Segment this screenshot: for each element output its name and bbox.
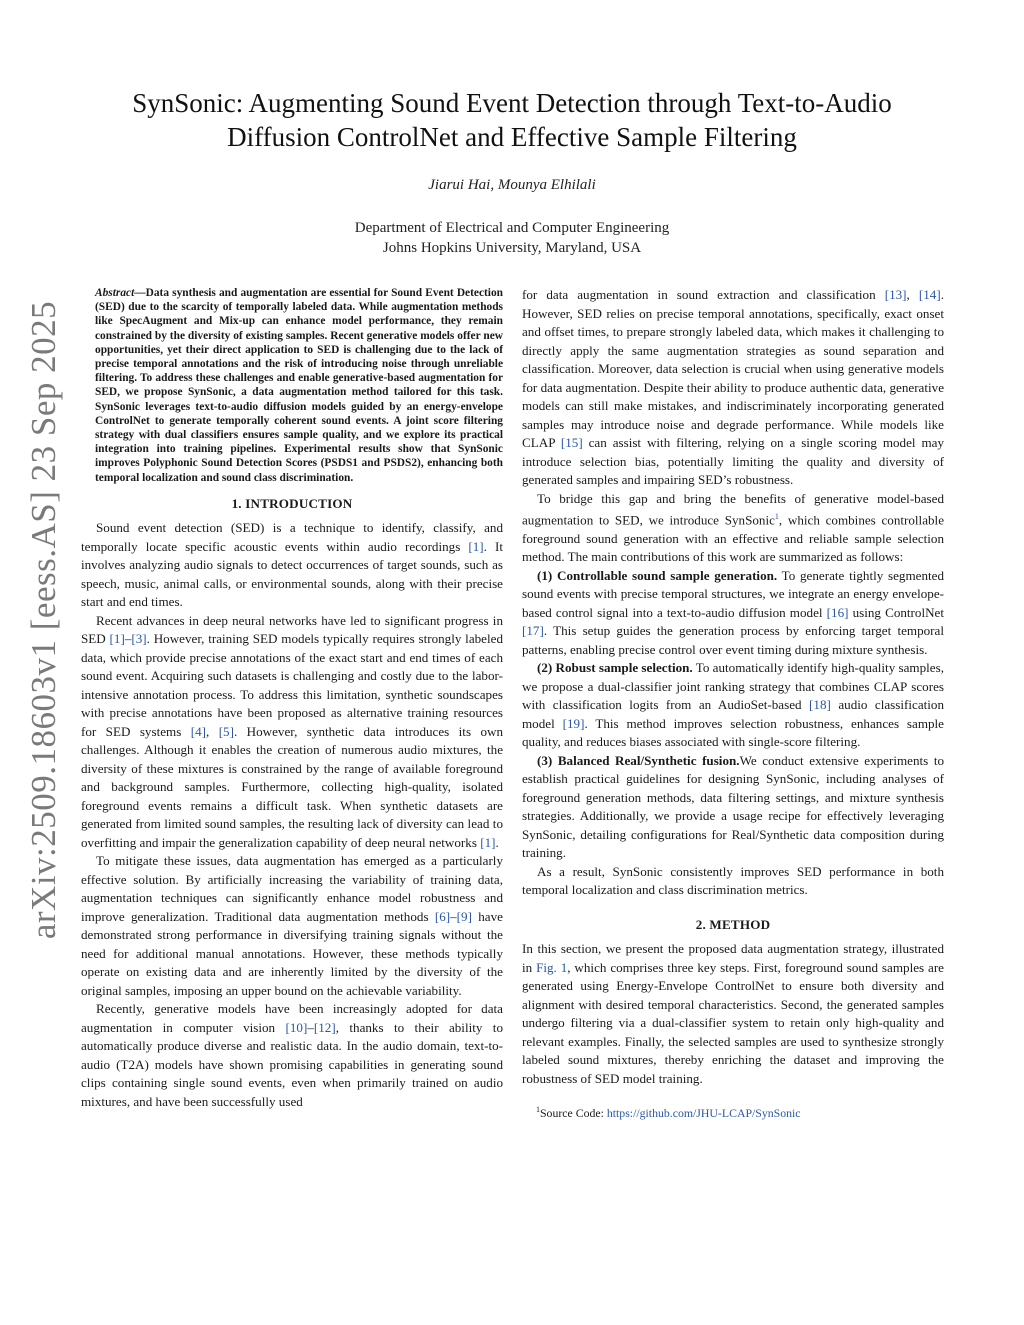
footnote-marker[interactable]: 1	[774, 512, 779, 521]
source-code-link[interactable]: https://github.com/JHU-LCAP/SynSonic	[606, 1106, 801, 1121]
citation-link[interactable]: [6]	[434, 908, 451, 924]
contribution-1: (1) Controllable sound sample generation. To generate tightly segmented sound events with precise temporal structures, we integrate an energy envelope-based control signal into a text-to-audio diffusion model [16] using ControlNet [17]. This setup guides the generation process by enforcing target temporal patterns, enabling precise control over event timing during mixture synthesis.	[522, 567, 944, 657]
arxiv-identifier[interactable]: arXiv:2509.18603v1 [eess.AS] 23 Sep 2025	[24, 300, 63, 940]
right-paragraph-2: To bridge this gap and bring the benefits of generative model-based augmentation to SED, we introduce SynSonic$^1$, which combines controllable foreground sound generation with an effective and reliable sample selection method. The main contributions of this work are summarized as follows:	[522, 490, 945, 565]
method-paragraph-1: In this section, we present the proposed data augmentation strategy, illustrated in Fig. 1, which comprises three key steps. First, foreground sound samples are generated using Energy-Envelope ControlNet to ensure both diversity and alignment with desired temporal characteristics. Second, the generated samples undergo filtering via a dual-classifier system to retain only high-quality and relevant examples. Finally, the selected samples are used to synthesize strongly labeled sound mixtures, thereby enriching the dataset and improving the robustness of SED model training.	[522, 941, 944, 1086]
citation-link[interactable]: [19]	[562, 715, 585, 731]
authors: Jiarui Hai, Mounya Elhilali	[428, 177, 596, 193]
citation-link[interactable]: [15]	[560, 435, 583, 450]
citation-link[interactable]: [10]	[285, 1019, 308, 1035]
abstract-body: —Data synthesis and augmentation are essential for Sound Event Detection (SED) due to the scarcity of temporally labeled data. While augmentation methods like SpecAugment and Mix-up can enhance model performance, they remain constrained by the diversity of existing samples. Recent generative models offer new opportunities, yet their direct application to SED is challenging due to the lack of precise temporal annotations and the risk of introducing noise through unreliable filtering. To address these challenges and enable generative-based augmentation for SED, we propose SynSonic, a data augmentation method tailored for this task. SynSonic leverages text-to-audio diffusion models guided by an energy-envelope ControlNet to generate temporally coherent sound events. A joint score filtering strategy with dual classifiers ensures sample quality, and we explore its practical integration into training pipelines. Experimental results show that SynSonic improves Polyphonic Sound Detection Scores (PSDS1 and PSDS2), enhancing both temporal localization and sound class discrimination.	[95, 287, 503, 484]
citation-link[interactable]: [17]	[522, 623, 544, 639]
section-heading-introduction: 1. INTRODUCTION	[231, 495, 353, 511]
citation-link[interactable]: [12]	[313, 1019, 336, 1035]
intro-paragraph-3: To mitigate these issues, data augmentation has emerged as a particularly effective solution. By artificially increasing the variability of training data, augmentation techniques can significantly enhance model robustness and improve generalization. Traditional data augmentation methods [6]–[9] have demonstrated strong performance in diversifying training signals without the need for additional manual annotations. However, these methods typically operate on existing data and are inherently limited by the diversity of the original samples, imposing an upper bound on the achievable variability.	[81, 853, 503, 998]
affiliation	[80, 218, 944, 258]
citation-link[interactable]: [4]	[190, 723, 206, 739]
citation-link[interactable]: [1]	[468, 538, 484, 554]
citation-link[interactable]: [5]	[218, 723, 234, 739]
section-heading-method: 2. METHOD	[695, 916, 771, 932]
citation-link[interactable]: [9]	[456, 908, 472, 924]
citation-link[interactable]: [3]	[131, 631, 147, 647]
contribution-label: (1) Controllable sound sample generation.	[537, 567, 778, 583]
abstract	[81, 286, 503, 485]
contribution-2: (2) Robust sample selection. To automatically identify high-quality samples, we propose a dual-classifier joint ranking strategy that combines CLAP scores with classification logits from an AudioSet-based [18] audio classification model [19]. This method improves selection robustness, enhances sample quality, and reduces biases associated with single-score filtering.	[522, 660, 944, 750]
title-line-2: Diffusion ControlNet and Effective Sample Filtering	[227, 122, 797, 152]
citation-link[interactable]: [16]	[826, 604, 849, 620]
intro-paragraph-1: Sound event detection (SED) is a technique to identify, classify, and temporally locate specific acoustic events within audio recordings [1]. It involves analyzing audio signals to detect occurrences of target sounds, such as speech, music, animal calls, or environmental sounds, along with their precise start and end times.	[81, 520, 503, 610]
contribution-label: (2) Robust sample selection.	[537, 660, 693, 676]
abstract-lead: Abstract	[95, 287, 135, 299]
citation-link[interactable]: [1]	[109, 631, 125, 647]
affiliation-line-2: Johns Hopkins University, Maryland, USA	[382, 240, 642, 256]
intro-paragraph-2: Recent advances in deep neural networks have led to significant progress in SED [1]–[3]. However, training SED models typically requires strongly labeled data, which provide precise annotations of the exact start and end times of each sound event. Acquiring such datasets is challenging and costly due to the labor-intensive annotation process. To address this limitation, synthetic soundscapes with precise annotations have been proposed as alternative training resources for SED systems [4], [5]. However, synthetic data introduces its own challenges. Although it enables the creation of numerous audio mixtures, the diversity of these mixtures is constrained by the range of available foreground and background samples. Furthermore, collecting high-quality, isolated foreground events remains a difficult task. When synthetic datasets are generated from limited sound samples, the resulting lack of diversity can lead to overfitting and impair the generalization capability of deep neural networks [1].	[81, 612, 503, 850]
figure-link[interactable]: Fig. 1	[536, 959, 568, 975]
intro-paragraph-4: Recently, generative models have been increasingly adopted for data augmentation in computer vision [10]–[12], thanks to their ability to automatically produce diverse and realistic data. In the audio domain, text-to-audio (T2A) models have shown promising capabilities in generating sound clips containing single sound events, even when primarily trained on audio mixtures, and have been successfully used	[81, 1001, 503, 1109]
citation-link[interactable]: [14]	[918, 287, 941, 302]
citation-link[interactable]: [1]	[480, 834, 496, 850]
citation-link[interactable]: [13]	[884, 287, 907, 302]
right-paragraph-3: As a result, SynSonic consistently improves SED performance in both temporal localization and class discrimination metrics.	[522, 863, 944, 898]
title-line-1: SynSonic: Augmenting Sound Event Detection through Text-to-Audio	[132, 88, 892, 118]
affiliation-line-1: Department of Electrical and Computer Engineering	[354, 220, 670, 236]
citation-link[interactable]: [18]	[809, 697, 831, 713]
right-paragraph-1: for data augmentation in sound extraction and classification [13], [14]. However, SED relies on precise temporal annotations, specifically, exact onset and offset times, to prepare strongly labeled data, which makes it challenging to directly apply the same augmentation strategies as sound separation and classification. Moreover, data selection is crucial when using generative models for data augmentation. Despite their ability to produce authentic data, generative models can still make mistakes, and indiscriminately incorporating generated samples may introduce noise and degrade performance. While models like CLAP [15] can assist with filtering, relying on a single scoring model may introduce selection bias, potentially limiting the quality and diversity of generated samples and impairing SED’s robustness.	[522, 287, 944, 487]
footnote	[522, 1102, 944, 1121]
spacer	[522, 900, 944, 910]
contribution-label: (3) Balanced Real/Synthetic fusion.	[537, 752, 740, 768]
left-column	[81, 286, 503, 1111]
footnote-label: Source Code:	[540, 1106, 607, 1121]
right-column	[522, 286, 944, 1121]
paper-title	[80, 86, 944, 154]
contribution-3: (3) Balanced Real/Synthetic fusion.We conduct extensive experiments to establish practical guidelines for designing SynSonic, including analyses of foreground generation methods, data filtering settings, and mixture synthesis strategies. Additionally, we provide a usage recipe for effectively leveraging SynSonic, detailing configurations for Real/Synthetic data composition during training.	[522, 752, 945, 861]
footnote-mark: 1	[536, 1105, 540, 1115]
